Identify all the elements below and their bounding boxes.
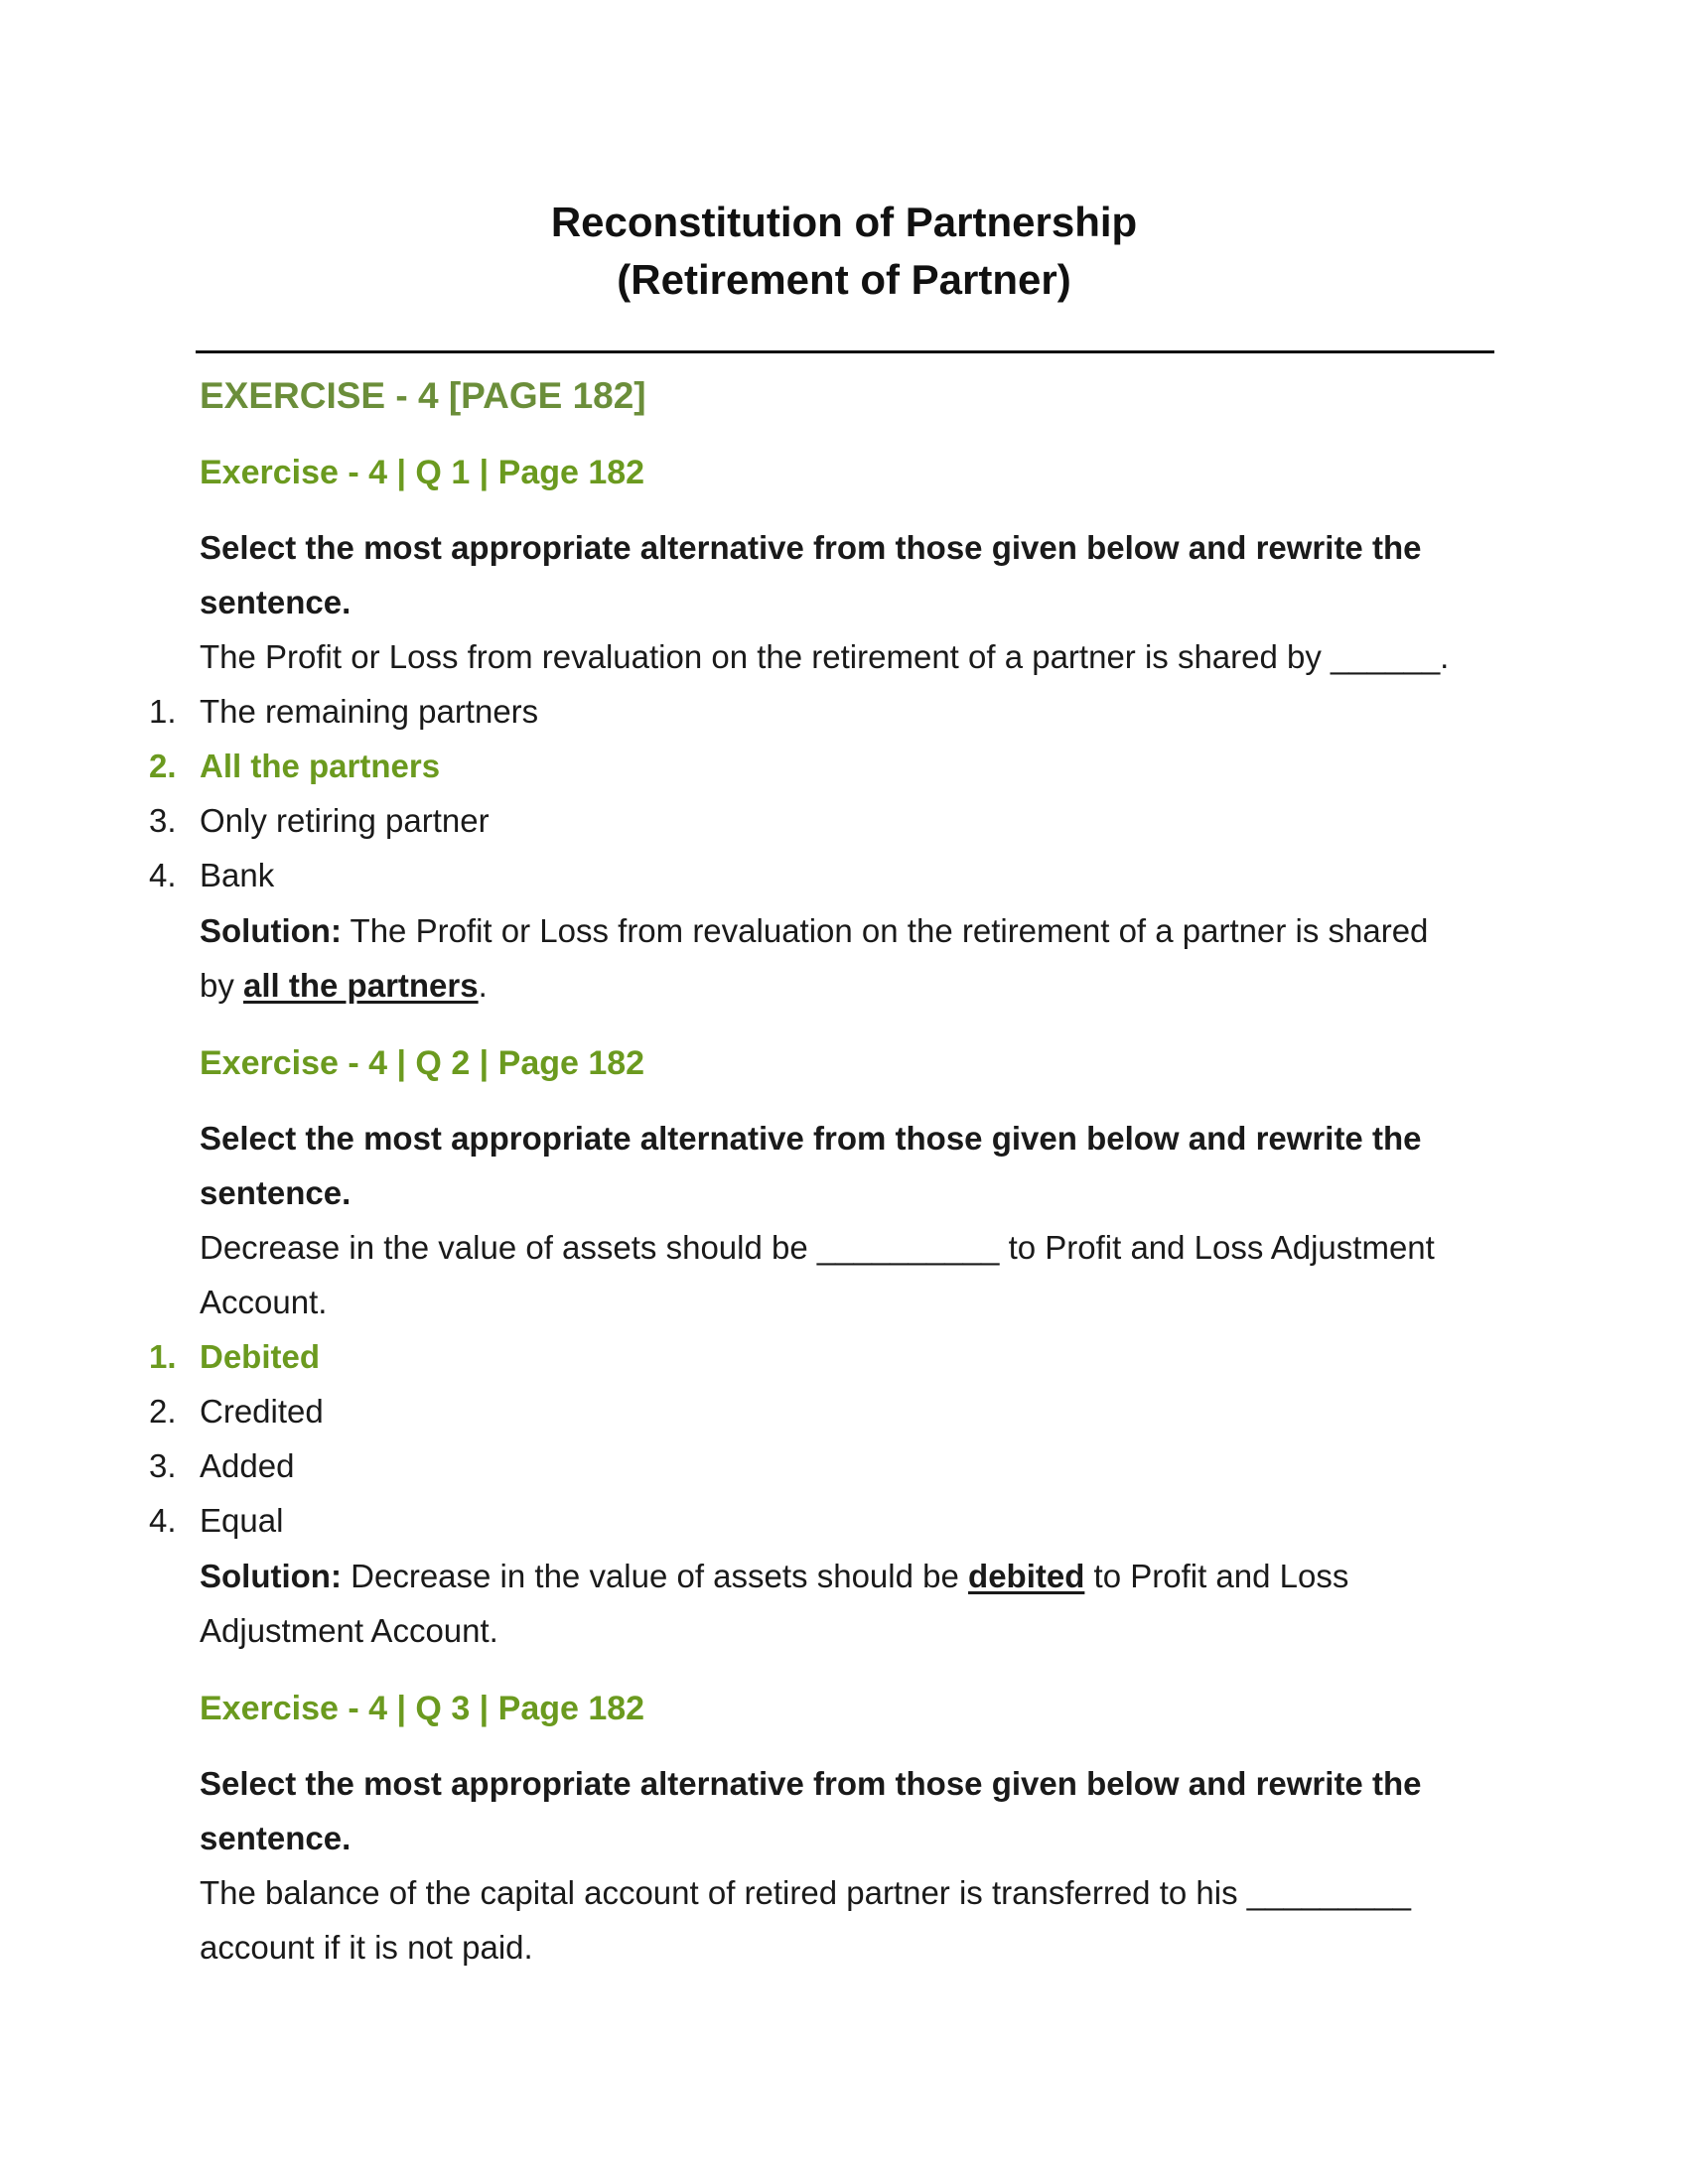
option-text: All the partners [200, 748, 441, 784]
question-1-instruction-cont: sentence. [200, 584, 352, 620]
option-text: Credited [200, 1393, 324, 1430]
solution-text: to Profit and Loss [1093, 1558, 1349, 1594]
document-title-line2: (Retirement of Partner) [617, 256, 1071, 303]
question-3-instruction-cont: sentence. [200, 1820, 352, 1856]
solution-answer: all the partners [243, 967, 479, 1004]
question-2-option-3 [149, 1446, 294, 1486]
question-2-option-1-correct [149, 1337, 320, 1377]
question-2-instruction-cont: sentence. [200, 1174, 352, 1211]
question-1-solution-cont [200, 966, 1510, 1006]
title-divider [196, 350, 1494, 353]
option-text: Equal [200, 1502, 284, 1539]
document-title-line1: Reconstitution of Partnership [550, 199, 1138, 245]
option-text: The remaining partners [200, 693, 539, 730]
option-text: Debited [200, 1338, 321, 1375]
question-1-option-3 [149, 801, 490, 841]
option-number: 3. [149, 1447, 177, 1484]
question-1-option-1 [149, 692, 538, 732]
question-2-statement: Decrease in the value of assets should be __________ to Profit and Loss Adjustment [200, 1229, 1435, 1266]
question-3-heading: Exercise - 4 | Q 3 | Page 182 [200, 1690, 645, 1727]
option-number: 2. [149, 748, 177, 784]
option-text: Added [200, 1447, 295, 1484]
question-3-statement: The balance of the capital account of retired partner is transferred to his _________ [200, 1874, 1411, 1911]
option-text: Bank [200, 857, 275, 893]
question-2-option-2 [149, 1392, 324, 1432]
exercise-heading: EXERCISE - 4 [PAGE 182] [200, 375, 646, 416]
solution-text: The Profit or Loss from revaluation on the retirement of a partner is shared [350, 912, 1429, 949]
question-3-instruction: Select the most appropriate alternative from those given below and rewrite the [200, 1765, 1422, 1802]
question-1-instruction: Select the most appropriate alternative from those given below and rewrite the [200, 529, 1422, 566]
solution-text: . [478, 967, 488, 1004]
question-1-heading: Exercise - 4 | Q 1 | Page 182 [200, 454, 645, 491]
question-2-instruction: Select the most appropriate alternative from those given below and rewrite the [200, 1120, 1422, 1157]
question-2-option-4 [149, 1501, 283, 1541]
question-2-heading: Exercise - 4 | Q 2 | Page 182 [200, 1044, 645, 1082]
solution-text: Decrease in the value of assets should be [351, 1558, 959, 1594]
option-number: 2. [149, 1393, 177, 1430]
question-1-option-2-correct [149, 747, 440, 786]
option-number: 1. [149, 1338, 177, 1375]
question-1-option-4 [149, 856, 274, 895]
question-2-solution-cont: Adjustment Account. [200, 1612, 498, 1649]
question-2-solution [200, 1557, 1510, 1596]
solution-label: Solution: [200, 1558, 342, 1594]
option-text: Only retiring partner [200, 802, 490, 839]
option-number: 3. [149, 802, 177, 839]
option-number: 1. [149, 693, 177, 730]
solution-text: by [200, 967, 234, 1004]
solution-answer: debited [968, 1558, 1085, 1594]
option-number: 4. [149, 1502, 177, 1539]
option-number: 4. [149, 857, 177, 893]
solution-label: Solution: [200, 912, 342, 949]
question-3-statement-cont: account if it is not paid. [200, 1929, 533, 1966]
question-1-solution [200, 911, 1510, 951]
question-1-statement: The Profit or Loss from revaluation on the retirement of a partner is shared by ______. [200, 638, 1450, 675]
question-2-statement-cont: Account. [200, 1284, 328, 1320]
